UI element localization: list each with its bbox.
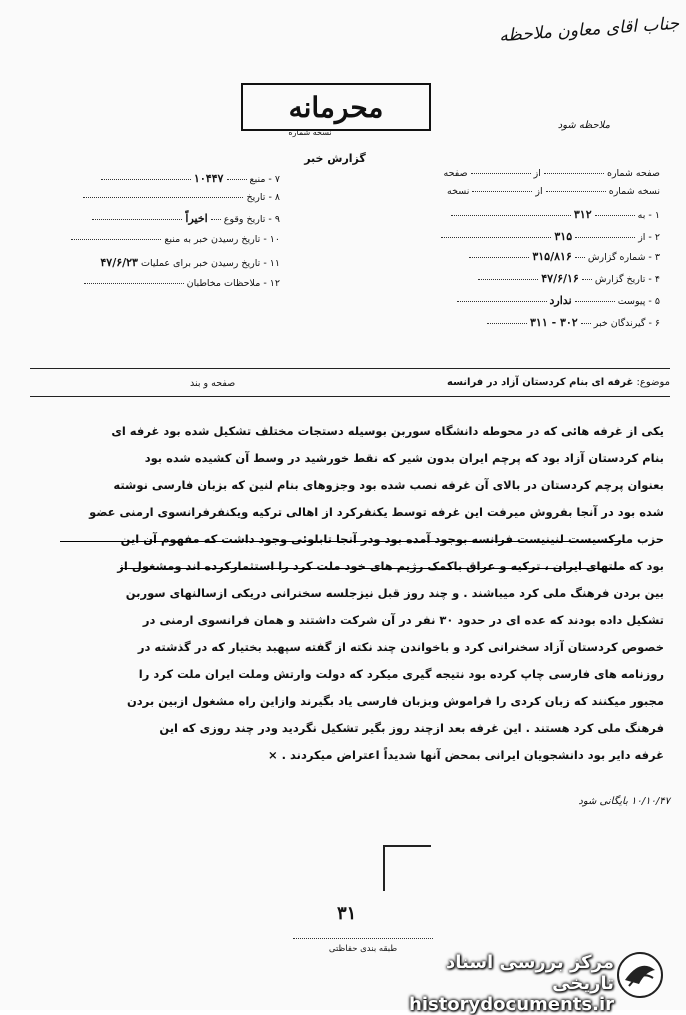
field-label: ۵ - پیوست bbox=[617, 296, 660, 307]
field-occurrence-date bbox=[30, 212, 280, 225]
watermark-url: historydocuments.ir bbox=[409, 994, 614, 1015]
page-paragraph-label: صفحه و بند bbox=[190, 378, 236, 389]
body-line: بین بردن فرهنگ ملی کرد میباشند . و چند روز قبل نیزجلسه سخنرانی دریکی ازسالنهای سوربن bbox=[125, 586, 664, 600]
field-label: ۱۰ - تاریخ رسیدن خبر به منبع bbox=[164, 234, 280, 245]
body-line: بود که ملتهای ایران ، ترکیه و عراق باکمک رژیم های خود ملت کرد را استثمارکرده اند ومشغول از bbox=[117, 559, 664, 573]
watermark-title: مرکز بررسی اسناد تاریخی bbox=[446, 952, 614, 994]
field-mid: از bbox=[533, 168, 541, 179]
body-line: بعنوان پرچم کردستان در بالای آن غرفه نصب شده بود وجزوهای بنام لنین که بزبان فارسی نوشته bbox=[113, 478, 664, 492]
field-end: نسخه bbox=[447, 186, 470, 197]
footer-signature: طبقه بندی حفاظتی bbox=[328, 944, 398, 954]
field-label: ۳ - شماره گزارش bbox=[587, 252, 660, 263]
field-recipients bbox=[390, 316, 660, 329]
field-end: صفحه bbox=[443, 168, 468, 179]
field-value: ۳۱۵ bbox=[554, 230, 573, 243]
field-label: ۱۲ - ملاحظات مخاطبان bbox=[186, 278, 280, 289]
body-line: خصوص کردستان آزاد سخنرانی کرد و باخواندن چند نکته از گفته سپهبد بختیار که در گذشته در bbox=[137, 640, 664, 654]
report-title: گزارش خبر bbox=[304, 152, 366, 165]
field-label: ۸ - تاریخ bbox=[246, 192, 280, 203]
field-mid: از bbox=[535, 186, 543, 197]
field-to bbox=[390, 208, 660, 221]
field-value: ۴۷/۶/۲۳ bbox=[100, 256, 138, 269]
field-remarks bbox=[30, 278, 280, 289]
field-source-received-date bbox=[30, 234, 280, 245]
body-line: بنام کردستان آزاد بود که پرچم ایران بدون شیر که نقط خورشید در وسط آن کشیده شده بود bbox=[144, 451, 664, 465]
field-attachment bbox=[390, 294, 660, 307]
field-report-date bbox=[390, 272, 660, 285]
field-value: اخیراً bbox=[185, 212, 208, 225]
field-page-number bbox=[390, 168, 660, 179]
divider-top bbox=[30, 368, 670, 369]
field-report-number bbox=[390, 250, 660, 263]
handwritten-note-top: جناب اقای معاون ملاحظه bbox=[498, 13, 680, 47]
body-line: روزنامه های فارسی چاپ کرده بود نتیجه گیری میکرد که دولت وارتش وملت ایران ملت کرد را bbox=[138, 667, 664, 681]
field-label: ۴ - تاریخ گزارش bbox=[594, 274, 660, 285]
body-line: یکی از غرفه هائی که در محوطه دانشگاه سوربن بوسیله دستجات مختلف تشکیل شده بود غرفه ای bbox=[111, 424, 664, 438]
handwritten-note-bottom: ۱۰/۱۰/۴۷ بایگانی شود bbox=[578, 796, 670, 807]
handwritten-note-right: ملاحظه شود bbox=[557, 120, 610, 131]
underline-1 bbox=[60, 541, 625, 542]
classification-stamp bbox=[241, 83, 431, 131]
subject-text: غرفه ای بنام کردستان آزاد در فرانسه bbox=[447, 377, 634, 388]
field-copy-number bbox=[390, 186, 660, 197]
body-line: مجبور میکنند که زبان کردی را فراموش وبزبان فارسی یاد بگیرند وازاین راه مشغول ازبین بردن bbox=[126, 694, 664, 708]
body-line: شده بود در آنجا بفروش میرفت این غرفه توسط یکنفرکرد از اهالی ترکیه ویکنفرفرانسوی ارمنی عضو bbox=[89, 505, 664, 519]
field-value: ۳۱۲ bbox=[573, 208, 592, 221]
field-label: ۲ - از bbox=[638, 232, 660, 243]
footer-divider bbox=[293, 938, 433, 939]
page-number: ۳۱ bbox=[337, 903, 357, 924]
field-from bbox=[390, 230, 660, 243]
handwritten-mark bbox=[383, 845, 431, 891]
field-label: نسخه شماره bbox=[608, 186, 660, 197]
subject-line bbox=[190, 377, 670, 388]
divider-subject bbox=[30, 396, 670, 397]
field-source bbox=[30, 172, 280, 185]
field-label: ۱ - به bbox=[637, 210, 660, 221]
field-label: ۷ - منبع bbox=[249, 174, 280, 185]
report-body bbox=[42, 418, 664, 769]
subject-label: موضوع: bbox=[636, 377, 670, 388]
field-label: صفحه شماره bbox=[606, 168, 660, 179]
field-value: ۳۱۵/۸۱۶ bbox=[532, 250, 572, 263]
field-value: ندارد bbox=[549, 294, 572, 307]
classification-stamp-text: محرمانه bbox=[288, 90, 384, 124]
field-date bbox=[30, 192, 280, 203]
field-value: ۴۷/۶/۱۶ bbox=[541, 272, 579, 285]
field-ops-received-date bbox=[30, 256, 280, 269]
body-line: غرفه دایر بود دانشجویان ایرانی بمحض آنها شدیداً اعتراض میکردند . × bbox=[267, 748, 664, 762]
archive-logo-icon bbox=[615, 950, 665, 1000]
classification-sub: نسخه شماره bbox=[288, 128, 332, 137]
field-label: ۱۱ - تاریخ رسیدن خبر برای عملیات bbox=[141, 258, 280, 269]
body-line: فرهنگ ملی کرد هستند . این غرفه بعد ازچند روز بگیر تشکیل نگردید ودر چند روزی که این bbox=[159, 721, 664, 735]
underline-2 bbox=[120, 568, 625, 569]
body-line: حزب مارکسیست لنینیست فرانسه بوجود آمده بود ودر آنجا تابلوئی وجود داشت که مفهوم آن این bbox=[120, 532, 664, 546]
watermark bbox=[404, 952, 614, 1015]
field-value: ۳۰۲ - ۳۱۱ bbox=[530, 316, 578, 329]
field-label: ۶ - گیرندگان خبر bbox=[593, 318, 660, 329]
field-value: ۱۰۴۴۷ bbox=[193, 172, 224, 185]
body-line: تشکیل داده بودند که عده ای در حدود ۳۰ نفر در آن شرکت داشتند و همان فرانسوی ارمنی در bbox=[142, 613, 664, 627]
field-label: ۹ - تاریخ وقوع bbox=[223, 214, 280, 225]
